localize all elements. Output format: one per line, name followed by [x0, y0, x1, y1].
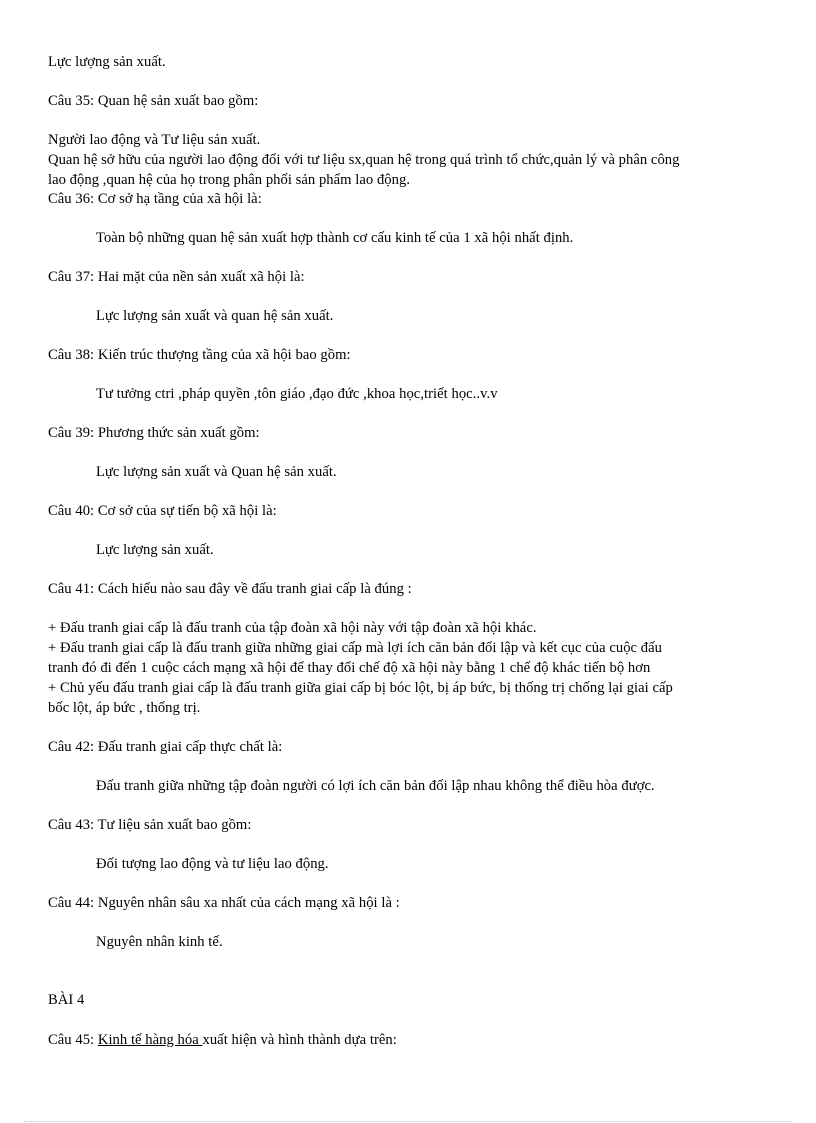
answer-43: Đối tượng lao động và tư liệu lao động.: [96, 856, 329, 872]
question-41: Câu 41: Cách hiểu nào sau đây về đấu tranh giai cấp là đúng :: [48, 581, 412, 597]
question-44: Câu 44: Nguyên nhân sâu xa nhất của cách mạng xã hội là :: [48, 895, 400, 911]
answer-41-bullet-1: + Đấu tranh giai cấp là đấu tranh của tập đoàn xã hội này với tập đoàn xã hội khác.: [48, 620, 537, 636]
answer-42: Đấu tranh giữa những tập đoàn người có lợi ích căn bản đối lập nhau không thể điều hòa được.: [96, 778, 655, 794]
answer-41-bullet-3b: bốc lột, áp bức , thống trị.: [48, 700, 201, 716]
question-35: Câu 35: Quan hệ sản xuất bao gồm:: [48, 93, 259, 109]
answer-41-bullet-3a: + Chủ yếu đấu tranh giai cấp là đấu tranh giữa giai cấp bị bóc lột, bị áp bức, bị thống trị chống lại giai cấp: [48, 680, 673, 696]
text-line: Lực lượng sản xuất.: [48, 54, 166, 70]
answer-36: Toàn bộ những quan hệ sản xuất hợp thành cơ cấu kinh tế của 1 xã hội nhất định.: [96, 230, 574, 246]
section-heading: BÀI 4: [48, 992, 85, 1008]
answer-40: Lực lượng sản xuất.: [96, 542, 214, 558]
answer-38: Tư tưởng ctri ,pháp quyền ,tôn giáo ,đạo đức ,khoa học,triết học..v.v: [96, 386, 498, 402]
question-45-suffix: xuất hiện và hình thành dựa trên:: [202, 1032, 397, 1048]
question-45-prefix: Câu 45:: [48, 1032, 98, 1048]
page-bottom-dotted-rule: [24, 1121, 792, 1122]
question-40: Câu 40: Cơ sở của sự tiến bộ xã hội là:: [48, 503, 277, 519]
question-42: Câu 42: Đấu tranh giai cấp thực chất là:: [48, 739, 283, 755]
answer-35-2b: lao động ,quan hệ của họ trong phân phối sản phẩm lao động.: [48, 172, 411, 188]
answer-35-2a: Quan hệ sở hữu của người lao động đối với tư liệu sx,quan hệ trong quá trình tổ chức,quản lý và phân công: [48, 152, 680, 168]
answer-39: Lực lượng sản xuất và Quan hệ sản xuất.: [96, 464, 337, 480]
answer-44: Nguyên nhân kinh tế.: [96, 934, 223, 950]
question-36: Câu 36: Cơ sở hạ tầng của xã hội là:: [48, 191, 262, 207]
question-45-underlined-term: Kinh tế hàng hóa: [97, 1032, 203, 1048]
question-43: Câu 43: Tư liệu sản xuất bao gồm:: [48, 817, 252, 833]
answer-37: Lực lượng sản xuất và quan hệ sản xuất.: [96, 308, 334, 324]
answer-41-bullet-2a: + Đấu tranh giai cấp là đấu tranh giữa những giai cấp mà lợi ích căn bản đối lập và kết cục của cuộc đấu: [48, 640, 662, 656]
answer-41-bullet-2b: tranh đó đi đến 1 cuộc cách mạng xã hội để thay đổi chế độ xã hội này bằng 1 chế độ khác tiến bộ hơn: [48, 660, 651, 676]
question-37: Câu 37: Hai mặt của nền sản xuất xã hội là:: [48, 269, 305, 285]
question-39: Câu 39: Phương thức sản xuất gồm:: [48, 425, 260, 441]
question-38: Câu 38: Kiến trúc thượng tầng của xã hội bao gồm:: [48, 347, 351, 363]
answer-35-1: Người lao động và Tư liệu sản xuất.: [48, 132, 261, 148]
question-45: [48, 1031, 397, 1049]
